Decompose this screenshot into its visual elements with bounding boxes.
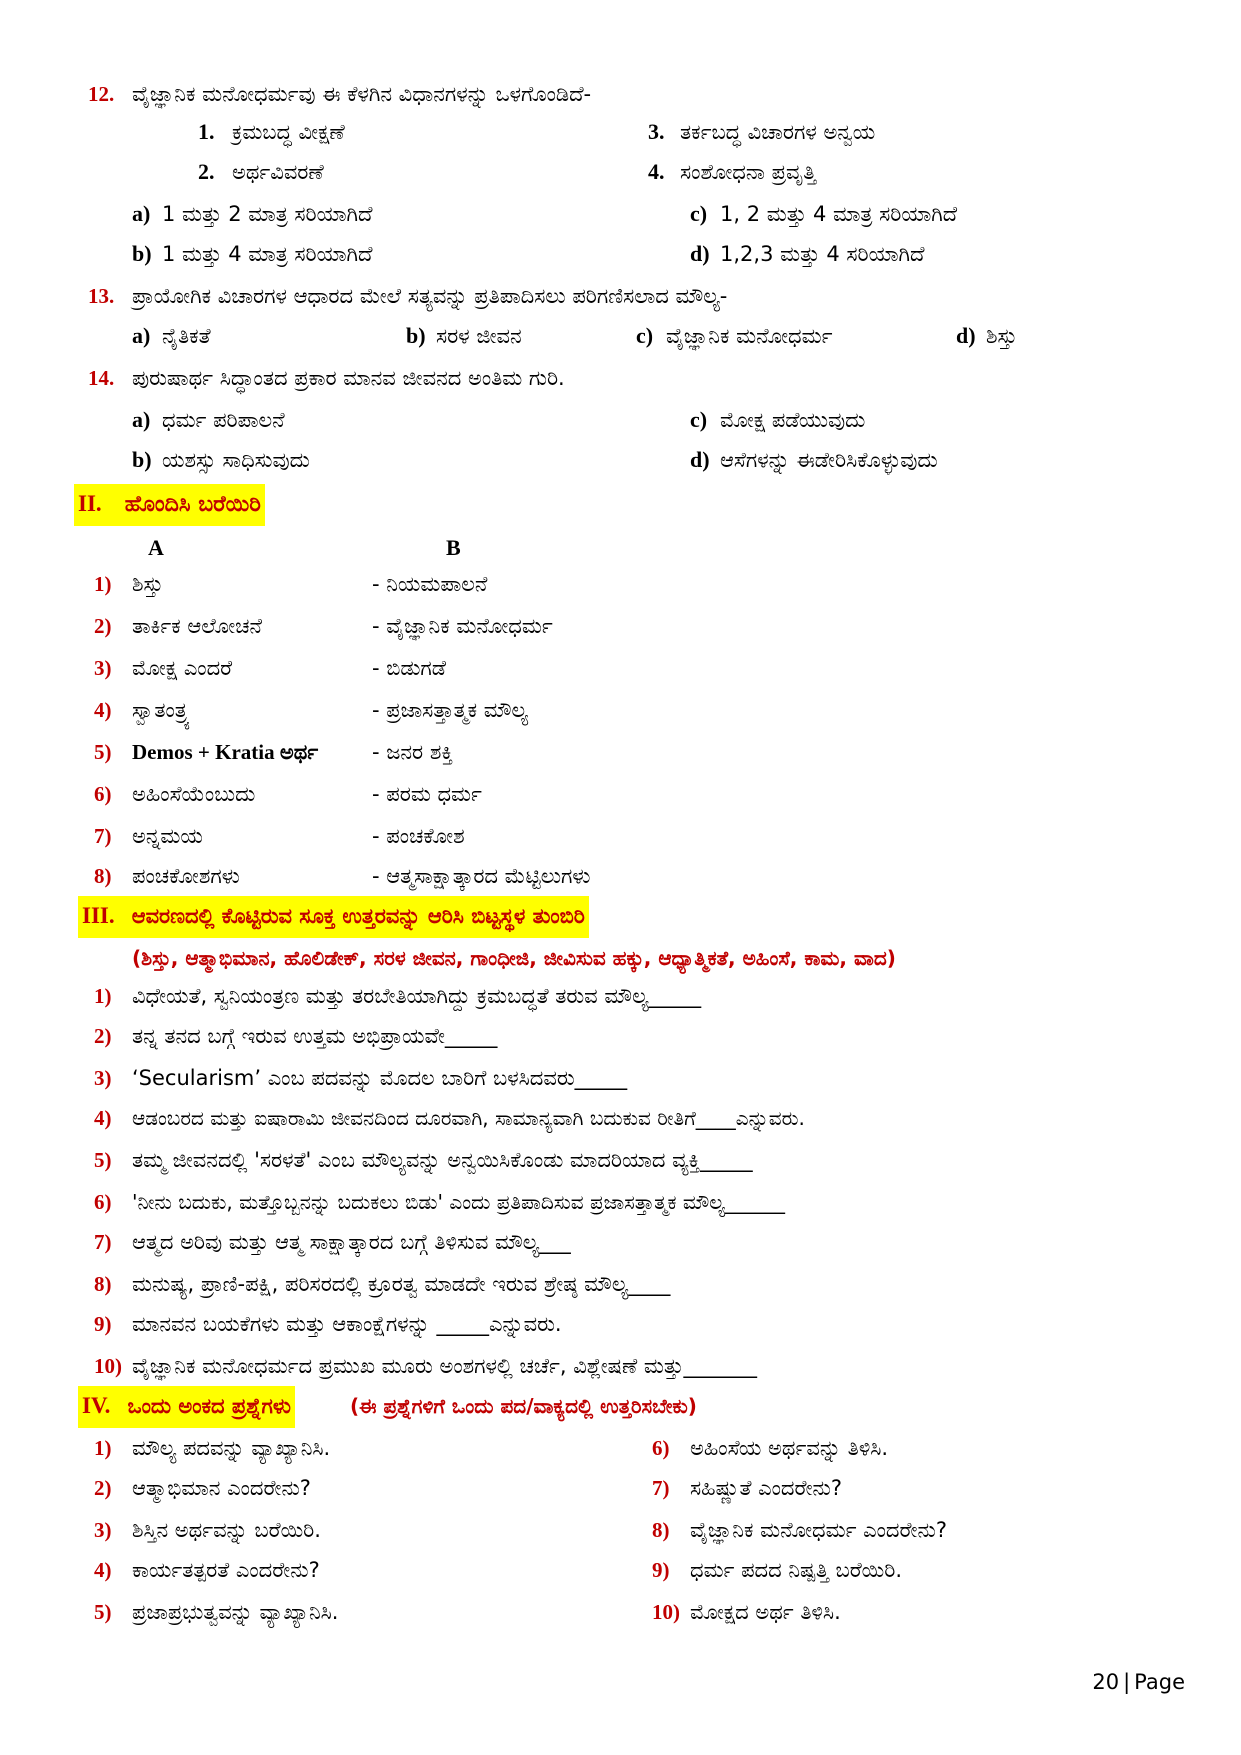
match-row	[0, 858, 1241, 894]
option-text: 1 ಮತ್ತು 4 ಮಾತ್ರ ಸರಿಯಾಗಿದೆ	[162, 242, 373, 266]
row-number: 2)	[94, 614, 112, 638]
option-label: a)	[132, 323, 151, 348]
item-number: 3)	[94, 1066, 112, 1090]
section-2-heading	[0, 484, 1241, 524]
section-roman: III.	[82, 903, 115, 928]
item-number: 2.	[198, 159, 215, 184]
item-number: 10)	[652, 1600, 680, 1624]
section-3-highlight	[78, 896, 589, 938]
column-b-text: - ನಿಯಮಪಾಲನೆ	[372, 572, 488, 596]
option-label: d)	[690, 241, 710, 266]
item-number: 6)	[652, 1436, 670, 1460]
match-row	[0, 776, 1241, 812]
column-b-text: - ಜನರ ಶಕ್ತಿ	[372, 740, 453, 764]
q12-options-row-1	[0, 196, 1241, 232]
option-text: ಮೋಕ್ಷ ಪಡೆಯುವುದು	[720, 408, 866, 432]
item-text: ಸಂಶೋಧನಾ ಪ್ರವೃತ್ತಿ	[680, 160, 817, 184]
column-a-text: ಅನ್ನಮಯ	[132, 824, 203, 848]
match-row	[0, 734, 1241, 770]
column-b-text: - ವೈಜ್ಞಾನಿಕ ಮನೋಧರ್ಮ	[372, 614, 553, 638]
item-number: 5)	[94, 1148, 112, 1172]
option-label: b)	[132, 241, 152, 266]
answer-choices: (ಶಿಸ್ತು, ಆತ್ಮಾಭಿಮಾನ, ಹೊಲಿಡೇಕ್, ಸರಳ ಜೀವನ, ಗಾಂಧೀಜಿ, ಜೀವಿಸುವ ಹಕ್ಕು, ಆಧ್ಯಾತ್ಮಿಕತೆ, ಅಹಿಂಸೆ, ಕಾಮ, ವಾದ)	[132, 946, 896, 970]
item-text: ಅರ್ಥವಿವರಣೆ	[232, 160, 324, 184]
q14-options-row-1	[0, 402, 1241, 438]
column-a-text: ತಾರ್ಕಿಕ ಆಲೋಚನೆ	[132, 614, 262, 638]
option-label: d)	[956, 323, 976, 348]
item-text: ಆತ್ಮಾಭಿಮಾನ ಎಂದರೇನು?	[132, 1476, 311, 1500]
item-number: 6)	[94, 1190, 112, 1214]
question-number: 13.	[88, 284, 115, 308]
option-label: b)	[406, 323, 426, 348]
column-b-text: - ಪಂಚಕೋಶ	[372, 824, 465, 848]
q12-items-row-1	[0, 114, 1241, 150]
question-number: 12.	[88, 82, 115, 106]
section-3-heading	[0, 896, 1241, 936]
match-row	[0, 818, 1241, 854]
item-number: 5)	[94, 1600, 112, 1624]
column-b-text: - ಬಿಡುಗಡೆ	[372, 656, 446, 680]
item-text: ಪ್ರಜಾಪ್ರಭುತ್ವವನ್ನು ವ್ಯಾಖ್ಯಾನಿಸಿ.	[132, 1600, 339, 1624]
item-number: 3.	[648, 119, 665, 144]
question-13	[0, 278, 1241, 314]
item-number: 3)	[94, 1518, 112, 1542]
section-roman: IV.	[82, 1393, 111, 1418]
section-4-highlight	[78, 1386, 295, 1428]
column-b-header: B	[446, 535, 461, 560]
row-number: 4)	[94, 698, 112, 722]
fill-blank-item	[0, 1100, 1241, 1136]
q13-options	[0, 318, 1241, 354]
item-text: ಅಹಿಂಸೆಯ ಅರ್ಥವನ್ನು ತಿಳಿಸಿ.	[690, 1436, 889, 1460]
fill-blank-item	[0, 1142, 1241, 1178]
option-text: ಶಿಸ್ತು	[986, 324, 1018, 348]
short-question-row	[0, 1470, 1241, 1506]
section-title: ಹೊಂದಿಸಿ ಬರೆಯಿರಿ	[124, 492, 261, 517]
question-12	[0, 76, 1241, 112]
fill-blank-item	[0, 1018, 1241, 1054]
q14-options-row-2	[0, 442, 1241, 478]
item-number: 4.	[648, 159, 665, 184]
item-text: ‘Secularism’ ಎಂಬ ಪದವನ್ನು ಮೊದಲ ಬಾರಿಗೆ ಬಳಸಿದವರು_____	[132, 1066, 628, 1090]
option-label: c)	[690, 201, 708, 226]
section-4-heading	[0, 1386, 1241, 1426]
match-row	[0, 608, 1241, 644]
question-14	[0, 360, 1241, 396]
column-b-text: - ಆತ್ಮಸಾಕ್ಷಾತ್ಕಾರದ ಮೆಟ್ಟಿಲುಗಳು	[372, 864, 591, 888]
row-number: 6)	[94, 782, 112, 806]
option-label: c)	[690, 407, 708, 432]
section-title: ಆವರಣದಲ್ಲಿ ಕೊಟ್ಟಿರುವ ಸೂಕ್ತ ಉತ್ತರವನ್ನು ಆರಿಸಿ ಬಿಟ್ಟಸ್ಥಳ ತುಂಬಿರಿ	[131, 904, 585, 928]
item-text: ವಿಧೇಯತೆ, ಸ್ವನಿಯಂತ್ರಣ ಮತ್ತು ತರಬೇತಿಯಾಗಿದ್ದು ಕ್ರಮಬದ್ಧತೆ ತರುವ ಮೌಲ್ಯ_____	[132, 984, 702, 1008]
section-subtitle: (ಈ ಪ್ರಶ್ನೆಗಳಿಗೆ ಒಂದು ಪದ/ವಾಕ್ಯದಲ್ಲಿ ಉತ್ತರಿಸಬೇಕು)	[350, 1394, 697, 1418]
match-row	[0, 692, 1241, 728]
option-label: b)	[132, 447, 152, 472]
item-text: ಕ್ರಮಬದ್ಧ ವೀಕ್ಷಣೆ	[232, 120, 345, 144]
column-a-text: Demos + Kratia ಅರ್ಥ	[132, 740, 319, 764]
item-number: 7)	[94, 1230, 112, 1254]
item-text: ಮೌಲ್ಯ ಪದವನ್ನು ವ್ಯಾಖ್ಯಾನಿಸಿ.	[132, 1436, 331, 1460]
item-number: 8)	[652, 1518, 670, 1542]
item-text: ತರ್ಕಬದ್ಧ ವಿಚಾರಗಳ ಅನ್ವಯ	[680, 120, 876, 144]
column-a-text: ಪಂಚಕೋಶಗಳು	[132, 864, 240, 888]
item-text: ತಮ್ಮ ಜೀವನದಲ್ಲಿ 'ಸರಳತೆ' ಎಂಬ ಮೌಲ್ಯವನ್ನು ಅನ್ವಯಿಸಿಕೊಂಡು ಮಾದರಿಯಾದ ವ್ಯಕ್ತಿ_____	[132, 1148, 753, 1172]
fill-blank-item	[0, 1266, 1241, 1302]
item-text: ಧರ್ಮ ಪದದ ನಿಷ್ಪತ್ತಿ ಬರೆಯಿರಿ.	[690, 1558, 903, 1582]
option-text: ಆಸೆಗಳನ್ನು ಈಡೇರಿಸಿಕೊಳ್ಳುವುದು	[720, 448, 938, 472]
section-title: ಒಂದು ಅಂಕದ ಪ್ರಶ್ನೆಗಳು	[127, 1394, 291, 1418]
short-question-row	[0, 1430, 1241, 1466]
column-a-header: A	[148, 535, 164, 560]
item-text: ಶಿಸ್ತಿನ ಅರ್ಥವನ್ನು ಬರೆಯಿರಿ.	[132, 1518, 321, 1542]
option-text: ನೈತಿಕತೆ	[162, 324, 211, 348]
fill-blank-item	[0, 1060, 1241, 1096]
option-label: c)	[636, 323, 654, 348]
option-text: ಸರಳ ಜೀವನ	[436, 324, 522, 348]
item-number: 7)	[652, 1476, 670, 1500]
item-text: ತನ್ನ ತನದ ಬಗ್ಗೆ ಇರುವ ಉತ್ತಮ ಅಭಿಪ್ರಾಯವೇ_____	[132, 1024, 498, 1048]
option-label: a)	[132, 201, 151, 226]
section-roman: II.	[78, 491, 102, 516]
column-a-text: ಮೋಕ್ಷ ಎಂದರೆ	[132, 656, 233, 680]
page-number: 20	[1092, 1670, 1120, 1694]
item-number: 9)	[652, 1558, 670, 1582]
row-number: 3)	[94, 656, 112, 680]
item-number: 9)	[94, 1312, 112, 1336]
section-2-highlight	[74, 484, 265, 526]
page-separator: |	[1123, 1670, 1131, 1694]
option-label: d)	[690, 447, 710, 472]
option-text: 1, 2 ಮತ್ತು 4 ಮಾತ್ರ ಸರಿಯಾಗಿದೆ	[720, 202, 958, 226]
item-number: 1)	[94, 1436, 112, 1460]
item-number: 2)	[94, 1476, 112, 1500]
item-number: 10)	[94, 1354, 122, 1378]
item-number: 4)	[94, 1106, 112, 1130]
fill-blank-item	[0, 1306, 1241, 1342]
column-b-text: - ಪರಮ ಧರ್ಮ	[372, 782, 482, 806]
column-a-text: ಸ್ವಾತಂತ್ರ್ಯ	[132, 698, 191, 722]
short-question-row	[0, 1594, 1241, 1630]
option-text: 1 ಮತ್ತು 2 ಮಾತ್ರ ಸರಿಯಾಗಿದೆ	[162, 202, 373, 226]
question-text: ಪ್ರಾಯೋಗಿಕ ವಿಚಾರಗಳ ಆಧಾರದ ಮೇಲೆ ಸತ್ಯವನ್ನು ಪ್ರತಿಪಾದಿಸಲು ಪರಿಗಣಿಸಲಾದ ಮೌಲ್ಯ-	[132, 284, 728, 308]
row-number: 1)	[94, 572, 112, 596]
question-text: ಪುರುಷಾರ್ಥ ಸಿದ್ಧಾಂತದ ಪ್ರಕಾರ ಮಾನವ ಜೀವನದ ಅಂತಿಮ ಗುರಿ.	[132, 366, 565, 390]
section-3-choices	[0, 940, 1241, 976]
row-number: 7)	[94, 824, 112, 848]
column-a-text: ಅಹಿಂಸೆಯೆಂಬುದು	[132, 782, 256, 806]
item-text: ವೈಜ್ಞಾನಿಕ ಮನೋಧರ್ಮದ ಪ್ರಮುಖ ಮೂರು ಅಂಶಗಳಲ್ಲಿ ಚರ್ಚೆ, ವಿಶ್ಲೇಷಣೆ ಮತ್ತು_______	[132, 1354, 757, 1378]
match-row	[0, 650, 1241, 686]
q12-options-row-2	[0, 236, 1241, 272]
short-question-row	[0, 1512, 1241, 1548]
item-number: 1.	[198, 119, 215, 144]
item-number: 8)	[94, 1272, 112, 1296]
fill-blank-item	[0, 978, 1241, 1014]
question-text: ವೈಜ್ಞಾನಿಕ ಮನೋಧರ್ಮವು ಈ ಕೆಳಗಿನ ವಿಧಾನಗಳನ್ನು ಒಳಗೊಂಡಿದೆ-	[132, 82, 592, 106]
item-text: ಮಾನವನ ಬಯಕೆಗಳು ಮತ್ತು ಆಕಾಂಕ್ಷೆಗಳನ್ನು _____ಎನ್ನುವರು.	[132, 1312, 562, 1336]
short-question-row	[0, 1552, 1241, 1588]
item-number: 4)	[94, 1558, 112, 1582]
item-text: ಮನುಷ್ಯ, ಪ್ರಾಣಿ-ಪಕ್ಷಿ, ಪರಿಸರದಲ್ಲಿ ಕ್ರೂರತ್ವ ಮಾಡದೇ ಇರುವ ಶ್ರೇಷ್ಠ ಮೌಲ್ಯ____	[132, 1272, 671, 1296]
fill-blank-item	[0, 1348, 1241, 1384]
fill-blank-item	[0, 1184, 1241, 1220]
match-row	[0, 566, 1241, 602]
column-a-text: ಶಿಸ್ತು	[132, 572, 164, 596]
row-number: 8)	[94, 864, 112, 888]
item-text: ಮೋಕ್ಷದ ಅರ್ಥ ತಿಳಿಸಿ.	[690, 1600, 841, 1624]
item-text: ಸಹಿಷ್ಣುತೆ ಎಂದರೇನು?	[690, 1476, 842, 1500]
item-text: ಕಾರ್ಯತತ್ಪರತೆ ಎಂದರೇನು?	[132, 1558, 320, 1582]
item-text: ವೈಜ್ಞಾನಿಕ ಮನೋಧರ್ಮ ಎಂದರೇನು?	[690, 1518, 947, 1542]
question-number: 14.	[88, 366, 115, 390]
page-label: Page	[1134, 1670, 1185, 1694]
item-number: 1)	[94, 984, 112, 1008]
q12-items-row-2	[0, 154, 1241, 190]
option-label: a)	[132, 407, 151, 432]
item-text: ಆಡಂಬರದ ಮತ್ತು ಐಷಾರಾಮಿ ಜೀವನದಿಂದ ದೂರವಾಗಿ, ಸಾಮಾನ್ಯವಾಗಿ ಬದುಕುವ ರೀತಿಗೆ____ಎನ್ನುವರು.	[132, 1106, 805, 1130]
option-text: 1,2,3 ಮತ್ತು 4 ಸರಿಯಾಗಿದೆ	[720, 242, 925, 266]
fill-blank-item	[0, 1224, 1241, 1260]
item-text: ಆತ್ಮದ ಅರಿವು ಮತ್ತು ಆತ್ಮ ಸಾಕ್ಷಾತ್ಕಾರದ ಬಗ್ಗೆ ತಿಳಿಸುವ ಮೌಲ್ಯ___	[132, 1230, 571, 1254]
option-text: ವೈಜ್ಞಾನಿಕ ಮನೋಧರ್ಮ	[666, 324, 833, 348]
option-text: ಧರ್ಮ ಪರಿಪಾಲನೆ	[162, 408, 285, 432]
option-text: ಯಶಸ್ಸು ಸಾಧಿಸುವುದು	[162, 448, 310, 472]
column-b-text: - ಪ್ರಜಾಸತ್ತಾತ್ಮಕ ಮೌಲ್ಯ	[372, 698, 529, 722]
item-text: 'ನೀನು ಬದುಕು, ಮತ್ತೊಬ್ಬನನ್ನು ಬದುಕಲು ಬಿಡು' ಎಂದು ಪ್ರತಿಪಾದಿಸುವ ಪ್ರಜಾಸತ್ತಾತ್ಮಕ ಮೌಲ್ಯ______	[132, 1190, 786, 1214]
row-number: 5)	[94, 740, 112, 764]
match-headers	[0, 530, 1241, 566]
item-number: 2)	[94, 1024, 112, 1048]
page-footer	[1092, 1670, 1185, 1694]
